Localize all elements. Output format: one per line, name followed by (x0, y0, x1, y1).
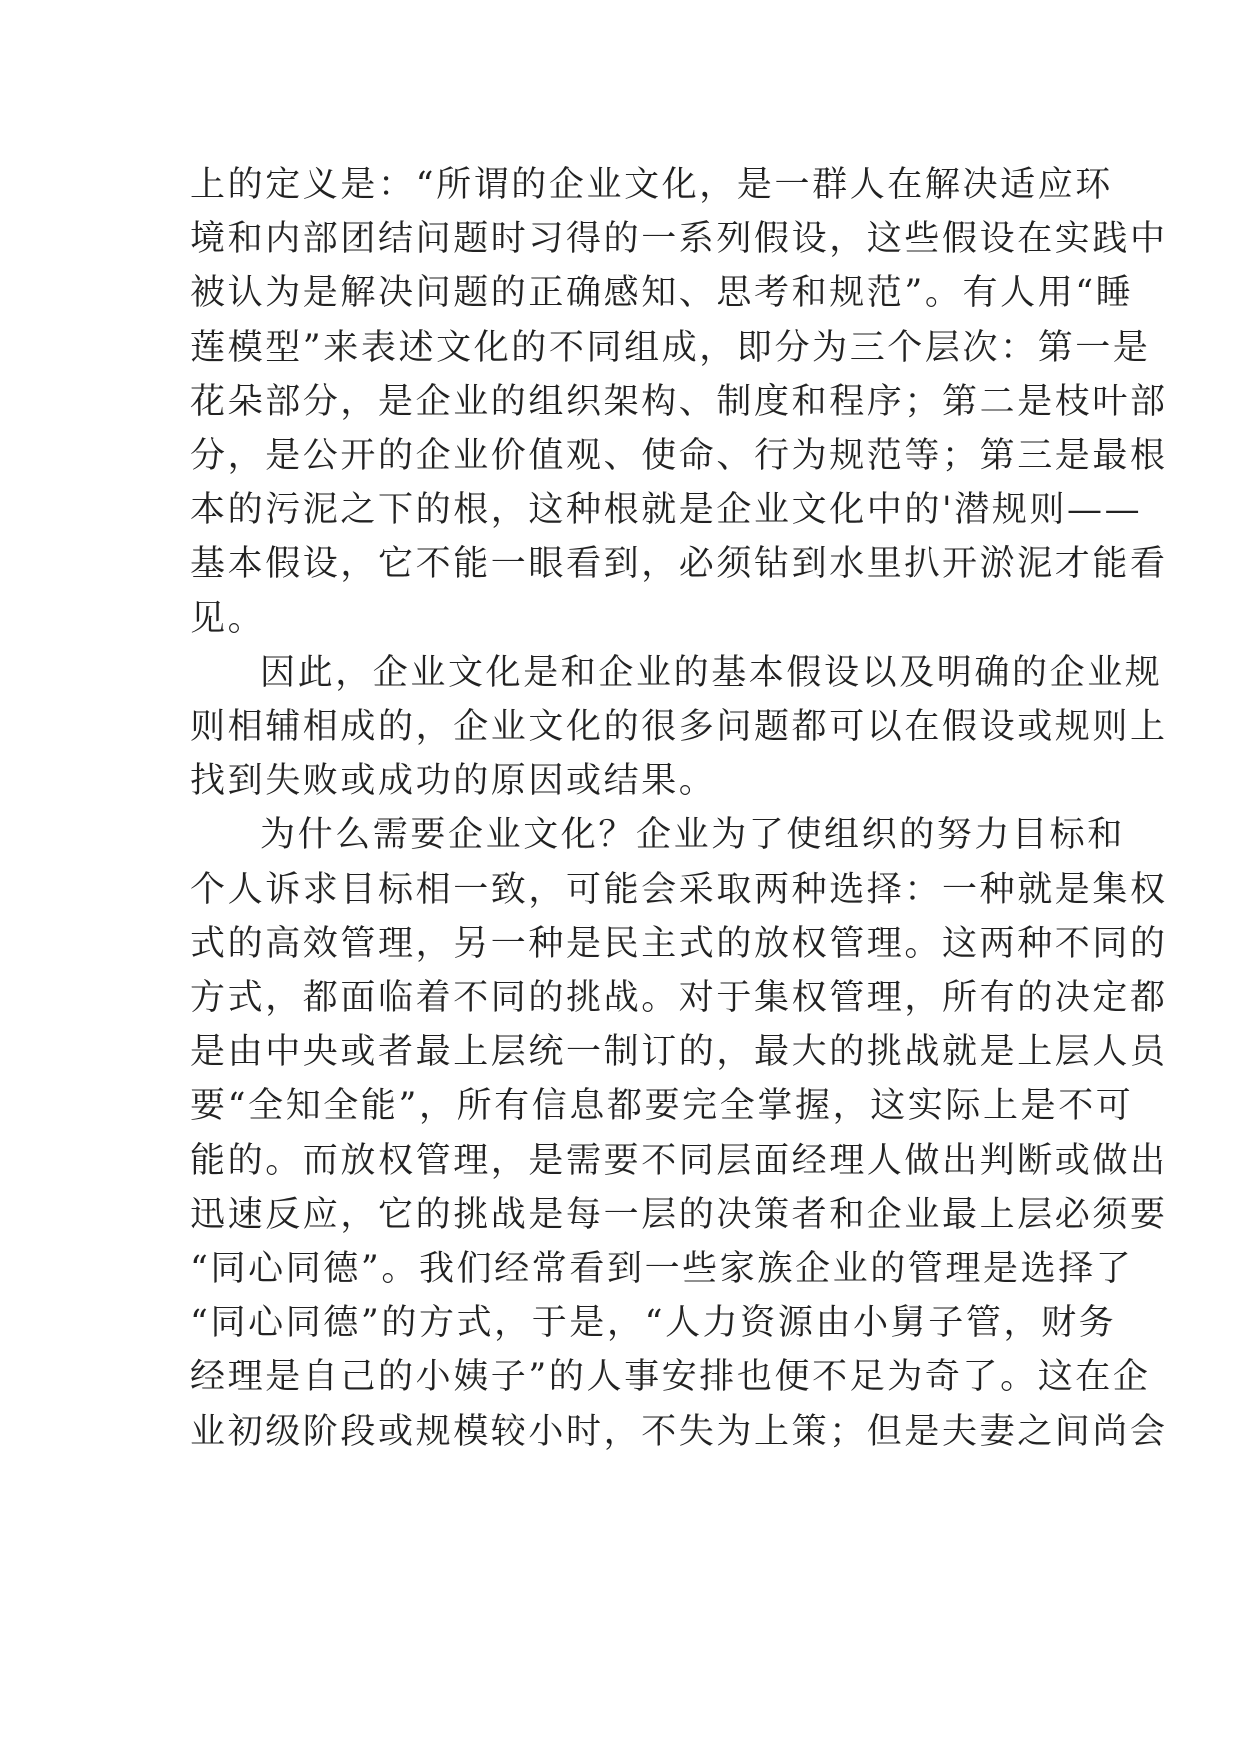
text-line: 花朵部分，是企业的组织架构、制度和程序；第二是枝叶部 (190, 381, 1168, 422)
text-line: 要“全知全能”，所有信息都要完全掌握，这实际上是不可 (190, 1086, 1134, 1127)
text-line: 方式，都面临着不同的挑战。对于集权管理，所有的决定都 (190, 978, 1168, 1018)
text-line: 找到失败或成功的原因或结果。 (190, 761, 717, 802)
text-line: 是由中央或者最上层统一制订的，最大的挑战就是上层人员 (190, 1032, 1168, 1073)
text-line: 为什么需要企业文化？企业为了使组织的努力目标和 (260, 815, 1125, 856)
text-line: “同心同德”的方式，于是，“人力资源由小舅子管，财务 (190, 1303, 1117, 1344)
text-line: 莲模型”来表述文化的不同组成，即分为三个层次：第一是 (190, 327, 1151, 368)
text-line: 则相辅相成的，企业文化的很多问题都可以在假设或规则上 (190, 707, 1168, 747)
text-line: “同心同德”。我们经常看到一些家族企业的管理是选择了 (190, 1249, 1134, 1289)
text-line: 被认为是解决问题的正确感知、思考和规范”。有人用“睡 (190, 273, 1134, 314)
text-line: 能的。而放权管理，是需要不同层面经理人做出判断或做出 (190, 1140, 1168, 1181)
text-line: 式的高效管理，另一种是民主式的放权管理。这两种不同的 (190, 923, 1168, 964)
text-line: 个人诉求目标相一致，可能会采取两种选择：一种就是集权 (190, 869, 1168, 910)
text-line: 迅速反应，它的挑战是每一层的决策者和企业最上层必须要 (190, 1194, 1168, 1235)
text-line: 经理是自己的小姨子”的人事安排也便不足为奇了。这在企 (190, 1357, 1151, 1398)
text-line: 业初级阶段或规模较小时，不失为上策；但是夫妻之间尚会 (190, 1411, 1168, 1452)
text-line: 因此，企业文化是和企业的基本假设以及明确的企业规 (260, 652, 1163, 693)
text-line: 境和内部团结问题时习得的一系列假设，这些假设在实践中 (190, 219, 1168, 260)
text-line: 本的污泥之下的根，这种根就是企业文化中的'潜规则—— (190, 490, 1143, 531)
text-line: 基本假设，它不能一眼看到，必须钻到水里扒开淤泥才能看 (190, 544, 1168, 585)
text-line: 见。 (190, 598, 266, 639)
text-line: 分，是公开的企业价值观、使命、行为规范等；第三是最根 (190, 436, 1168, 476)
text-line: 上的定义是：“所谓的企业文化，是一群人在解决适应环 (190, 165, 1113, 205)
